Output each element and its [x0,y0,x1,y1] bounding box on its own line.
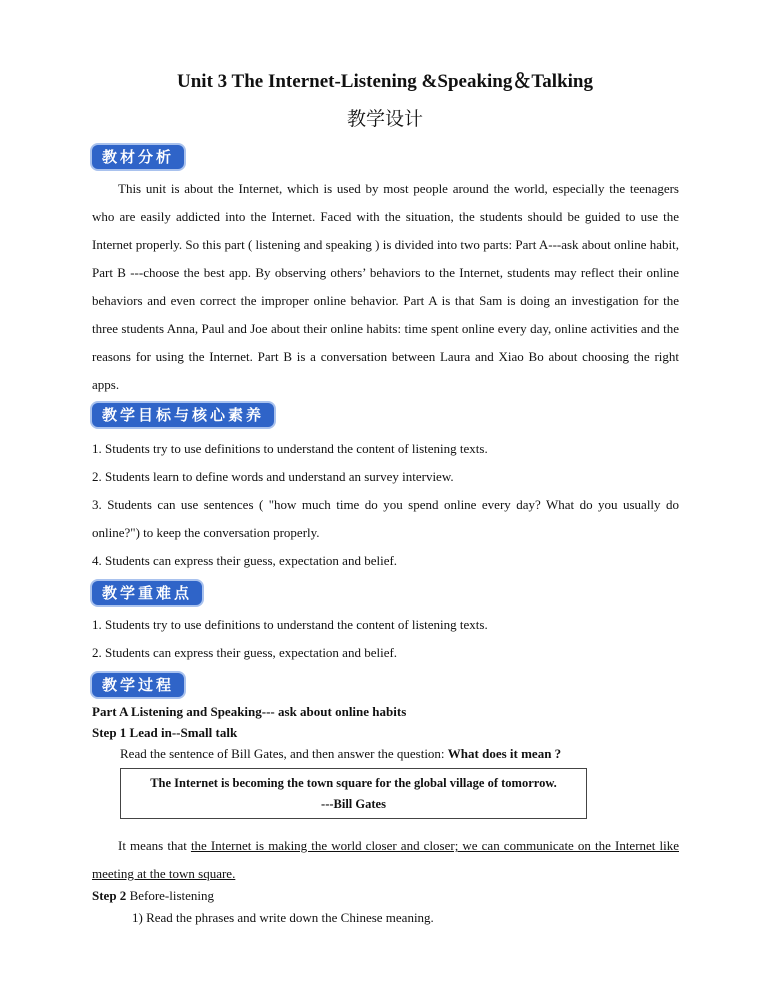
step1-instruction [120,746,561,762]
step2-title: Before-listening [126,888,215,903]
step2-label: Step 2 [92,888,127,903]
quote-text: The Internet is becoming the town square for the global village of tomorrow. [150,776,557,790]
document-title: Unit 3 The Internet-Listening &Speaking＆Talking [177,71,593,92]
part-a-heading: Part A Listening and Speaking--- ask about online habits [92,704,407,719]
section-badge-process: 教学过程 [92,673,184,697]
quote-box [120,768,587,819]
section-badge-analysis: 教材分析 [92,145,184,169]
step1-answer [92,832,679,888]
section-badge-objectives: 教学目标与核心素养 [92,403,274,427]
section-badge-key-points: 教学重难点 [92,581,202,605]
objective-item: 1. Students try to use definitions to understand the content of listening texts. [92,441,488,456]
key-point-item: 2. Students can express their guess, expectation and belief. [92,645,398,660]
quote-author: ---Bill Gates [321,797,386,811]
objective-item: 4. Students can express their guess, expectation and belief. [92,553,398,568]
step2-item: 1) Read the phrases and write down the Chinese meaning. [132,910,434,925]
key-point-item: 1. Students try to use definitions to understand the content of listening texts. [92,617,488,632]
step1-instruction-text: Read the sentence of Bill Gates, and then answer the question: [120,746,448,761]
analysis-paragraph: This unit is about the Internet, which is used by most people around the world, especially the teenagers who are easily addicted into the Internet. Faced with the situation, the students should be guided to use the Internet properly. So this part ( listening and speaking ) is divided into two parts: Part A---ask about online habit, Part B ---choose the best app. By observing others’ behaviors to the Internet, students may reflect their online behaviors and even correct the improper online behavior. Part A is that Sam is doing an investigation for the three students Anna, Paul and Joe about their online habits: time spent online every day, online activities and the reasons for using the Internet. Part B is a conversation between Laura and Xiao Bo about choosing the right apps. [92,181,679,392]
key-points-list [92,611,679,667]
objectives-list [92,435,679,575]
step2-heading [92,888,214,904]
objective-item: 3. Students can use sentences ( "how much time do you spend online every day? What do you usually do online?") to keep the conversation properly. [92,497,679,540]
step1-heading: Step 1 Lead in--Small talk [92,725,238,740]
objective-item: 2. Students learn to define words and understand an survey interview. [92,469,454,484]
step1-question: What does it mean ? [447,746,562,761]
answer-prefix: It means that [118,838,191,853]
document-subtitle: 教学设计 [346,108,423,130]
answer-underlined: the Internet is making the world closer and closer; we can communicate on the Internet like meeting at the town square. [92,838,679,881]
